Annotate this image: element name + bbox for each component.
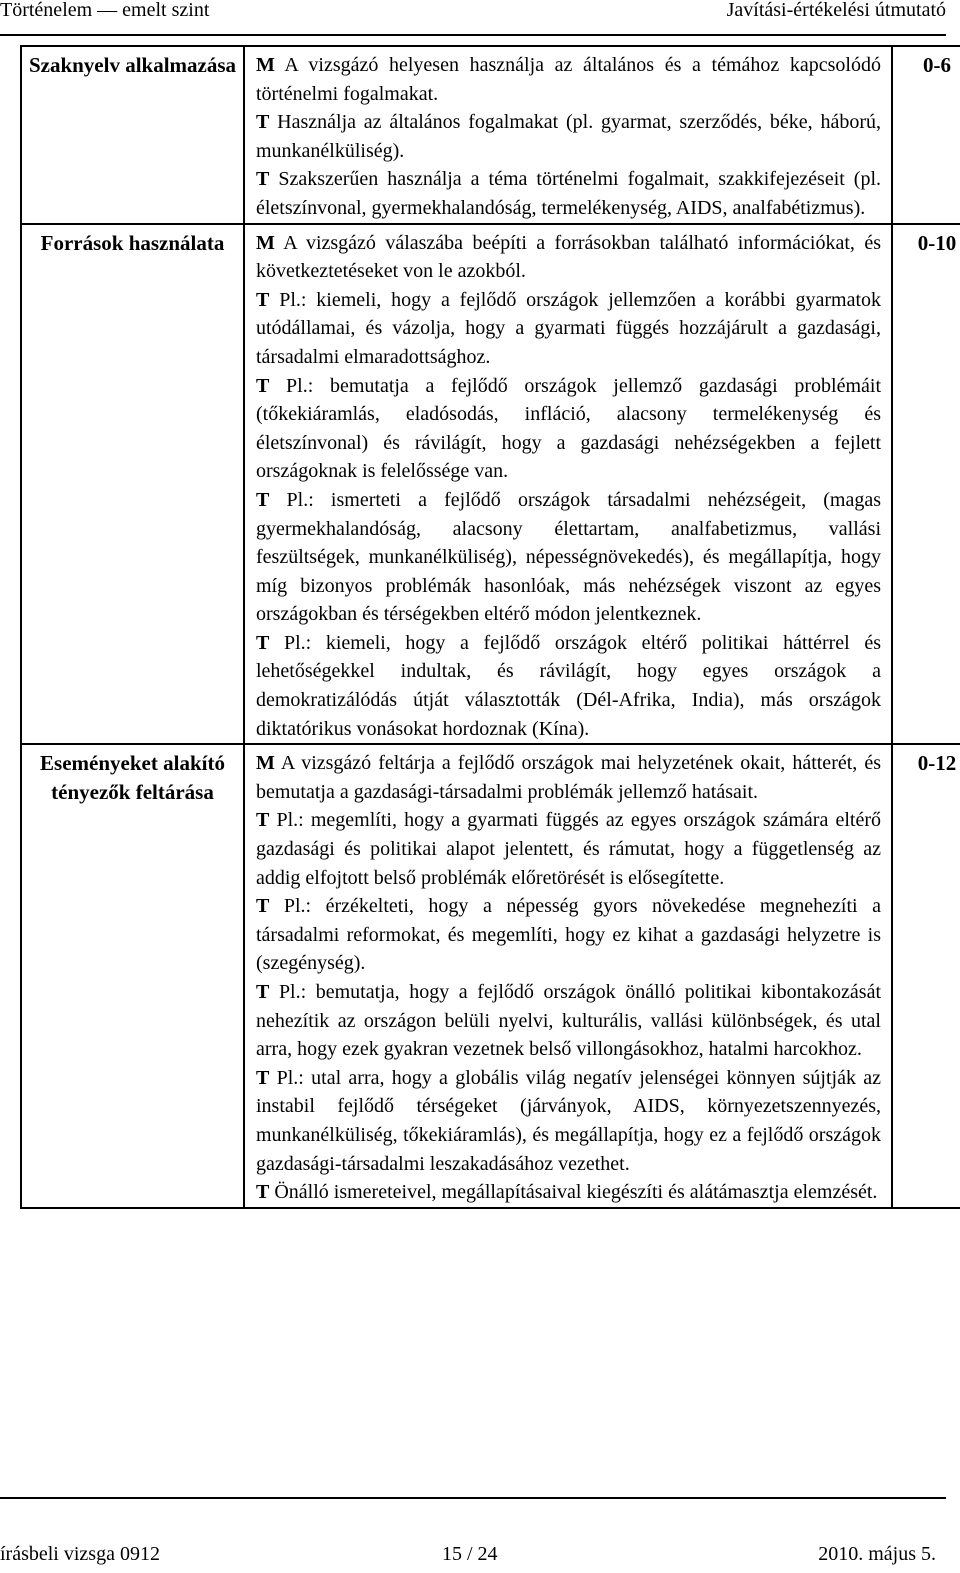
item-prefix: T [256, 1066, 270, 1089]
item-text: A vizsgázó feltárja a fejlődő országok mai helyzetének okait, hátterét, és bemutatja a gazdasági-társadalmi problémák jellemző hatásait. [256, 752, 881, 803]
criterion-description [244, 46, 892, 224]
sub-criterion-item [256, 165, 881, 222]
item-text: A vizsgázó válaszába beépíti a forrásokban található információkat, és következtetéseket von le azokból. [256, 231, 881, 283]
item-text: Használja az általános fogalmakat (pl. gyarmat, szerződés, béke, háború, munkanélküliség). [256, 111, 882, 162]
item-text: Pl.: ismerteti a fejlődő országok társadalmi nehézségeit, (magas gyermekhalandóság, alacsony élettartam, analfabetizmus, vallási feszültségek, munkanélküliség), népességnövekedés), és megállapítja, hogy míg bizonyos problémák hasonlóak, más nehézségek viszont az egyes országokban és térségekben eltérő módon jelentkeznek. [256, 488, 881, 626]
criterion-name: Források használata [21, 224, 244, 745]
item-prefix: T [256, 374, 270, 397]
footer-divider [0, 1497, 946, 1499]
footer-page-number: 15 / 24 [442, 1543, 498, 1565]
criterion-row [21, 46, 960, 224]
item-text: Pl.: megemlíti, hogy a gyarmati függés az egyes országok számára eltérő gazdasági és politikai alapot jelentett, és rámutat, hogy a függetlenség az addig elfojtott belső problémák előretörését is elősegítette. [256, 809, 881, 889]
item-prefix: T [256, 895, 270, 918]
sub-criterion-item [256, 629, 881, 743]
item-text: Szakszerűen használja a téma történelmi fogalmait, szakkifejezéseit (pl. életszínvonal, gyermekhalandóság, termelékenység, AIDS, analfabétizmus). [256, 168, 882, 219]
criterion-points: 0-10 [892, 224, 960, 745]
item-prefix: T [256, 288, 270, 311]
sub-criterion-item [256, 1064, 881, 1178]
item-prefix: T [256, 981, 270, 1003]
item-text: Pl.: érzékelteti, hogy a népesség gyors növekedése megnehezíti a társadalmi reformokat, és megemlíti, hogy ez kihat a gazdasági helyzetre is (szegénység). [256, 895, 881, 975]
item-text: Pl.: kiemeli, hogy a fejlődő országok jellemzően a korábbi gyarmatok utódállamai, és vázolja, hogy a gyarmati függés hozzájárult a gazdasági, társadalmi elmaradottsághoz. [256, 288, 881, 368]
item-text: Pl.: kiemeli, hogy a fejlődő országok eltérő politikai háttérrel és lehetőségekkel indultak, és rávilágít, hogy egyes országok a demokratizálódás útját választották (Dél-Afrika, India), más országok diktatórikus vonásokat hordoznak (Kína). [256, 631, 881, 740]
assessment-table [20, 45, 960, 1209]
sub-criterion-item [256, 108, 881, 165]
sub-criterion-item [256, 1178, 881, 1207]
item-prefix: M [256, 752, 275, 775]
item-text: Pl.: bemutatja, hogy a fejlődő országok önálló politikai kibontakozását nehezítik az országon belüli nyelvi, kulturális, vallási különbségek, és utal arra, hogy ezek gyakran vezetnek belső villongásokhoz, hatalmi harcokhoz. [256, 981, 882, 1061]
item-prefix: M [256, 231, 275, 254]
criterion-name: Eseményeket alakító tényezők feltárása [21, 744, 244, 1208]
header-guide-title: Javítási-értékelési útmutató [726, 0, 946, 21]
main-criterion-item [256, 749, 881, 806]
main-criterion-item [256, 51, 881, 108]
item-prefix: T [256, 488, 270, 511]
page-header [0, 0, 960, 30]
main-criterion-item [256, 229, 881, 286]
criterion-row [21, 224, 960, 745]
item-prefix: M [256, 54, 275, 76]
criterion-name: Szaknyelv alkalmazása [21, 46, 244, 224]
sub-criterion-item [256, 978, 881, 1064]
footer-exam-code: írásbeli vizsga 0912 [0, 1543, 160, 1565]
criterion-description [244, 224, 892, 745]
item-prefix: T [256, 111, 270, 134]
item-text: Pl.: utal arra, hogy a globális világ negatív jelenségei könnyen sújtják az instabil fejlődő térségeket (járványok, AIDS, környezetszennyezés, munkanélküliség, tőkekiáramlás), és megállapítja, hogy ez a fejlődő országok gazdasági-társadalmi leszakadásához vezethet. [256, 1066, 881, 1175]
item-prefix: T [256, 168, 270, 191]
sub-criterion-item [256, 892, 881, 978]
header-subject: Történelem — emelt szint [0, 0, 210, 21]
criterion-description [244, 744, 892, 1208]
criterion-row [21, 744, 960, 1208]
sub-criterion-item [256, 372, 881, 486]
criterion-points: 0-6 [892, 46, 960, 224]
footer-date: 2010. május 5. [818, 1543, 936, 1565]
item-prefix: T [256, 1181, 270, 1204]
sub-criterion-item [256, 486, 881, 629]
sub-criterion-item [256, 286, 881, 372]
sub-criterion-item [256, 806, 881, 892]
item-prefix: T [256, 809, 270, 832]
item-prefix: T [256, 631, 270, 654]
item-text: Pl.: bemutatja a fejlődő országok jellemző gazdasági problémáit (tőkekiáramlás, eladósodás, infláció, alacsony termelékenység és életszínvonal) és rávilágít, hogy a gazdasági nehézségekben a fejlett országoknak is felelőssége van. [256, 374, 881, 483]
criterion-points: 0-12 [892, 744, 960, 1208]
item-text: A vizsgázó helyesen használja az általános és a témához kapcsolódó történelmi fogalmakat. [256, 54, 881, 105]
item-text: Önálló ismereteivel, megállapításaival kiegészíti és alátámasztja elemzését. [274, 1181, 878, 1204]
header-divider [0, 34, 946, 36]
